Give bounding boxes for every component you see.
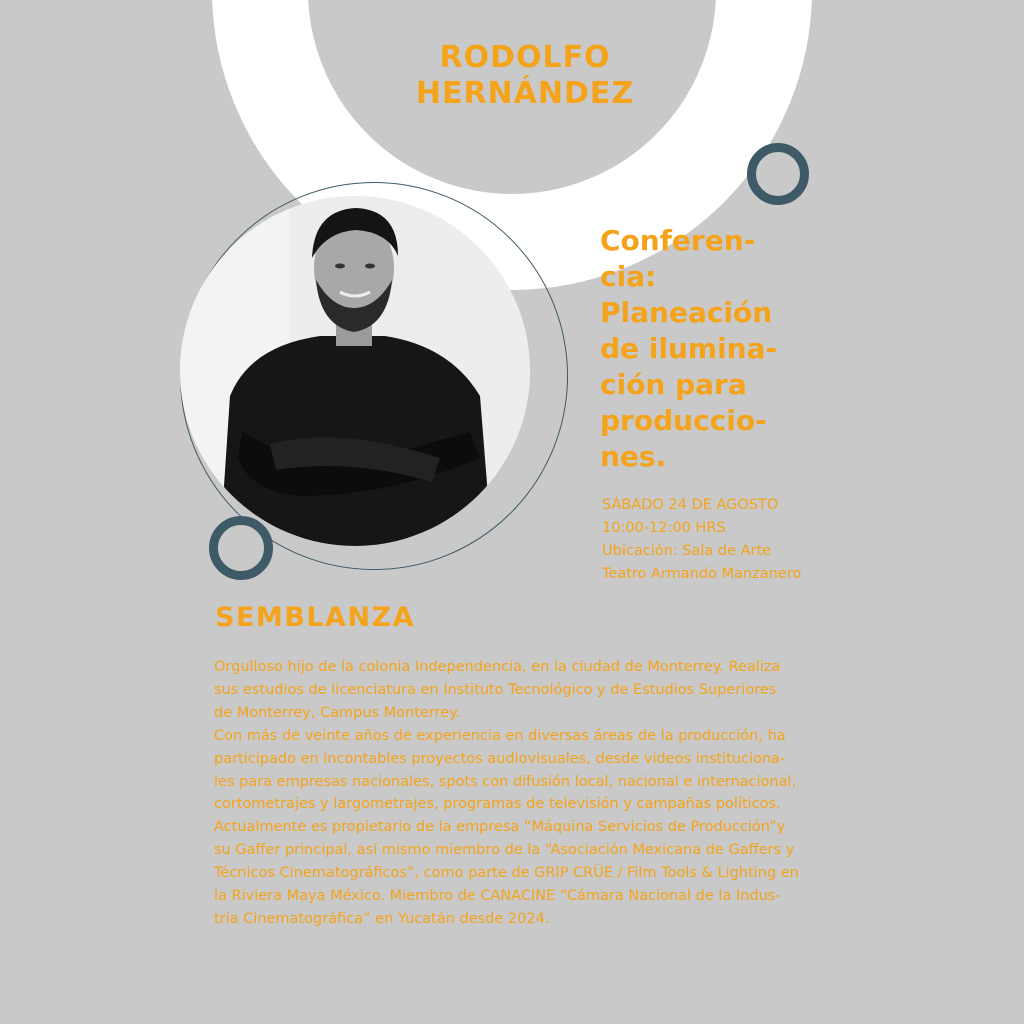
speaker-photo xyxy=(180,196,530,546)
event-date: SÁBADO 24 DE AGOSTO xyxy=(602,497,779,513)
bio-line: les para empresas nacionales, spots con difusión local, nacional e internacional, xyxy=(214,773,797,790)
bio-line: cortometrajes y largometrajes, programas de televisión y campañas políticos. xyxy=(214,796,781,813)
bio-heading: SEMBLANZA xyxy=(215,602,416,633)
bio-line: la Riviera Maya México. Miembro de CANACINE “Cámara Nacional de la Indus- xyxy=(214,888,781,905)
event-location: Ubicación: Sala de Arte xyxy=(602,543,772,559)
event-time: 10:00-12:00 HRS xyxy=(602,520,726,536)
bio-line: Con más de veinte años de experiencia en diversas áreas de la producción, ha xyxy=(214,727,786,744)
bio-line: Técnicos Cinematográficos”, como parte de GRIP CRÜE / Film Tools & Lighting en xyxy=(214,865,799,882)
event-venue: Teatro Armando Manzanero xyxy=(602,566,802,582)
bio-line: Orgulloso hijo de la colonia Independencia, en la ciudad de Monterrey. Realiza xyxy=(214,659,781,675)
event-info xyxy=(602,494,862,586)
decorative-small-ring-bottom xyxy=(209,516,273,580)
speaker-name: RODOLFO HERNÁNDEZ xyxy=(415,40,635,111)
bio-line: Actualmente es propietario de la empresa “Máquina Servicios de Producción”y xyxy=(214,819,786,836)
bio-line: tria Cinematográfica” en Yucatán desde 2024. xyxy=(214,910,550,927)
bio-line: sus estudios de licenciatura en Instituto Tecnológico y de Estudios Superiores xyxy=(214,681,777,698)
talk-title: Conferen- cia: Planeación de ilumina- ción para produccio- nes. xyxy=(600,224,778,473)
bio-text xyxy=(214,656,854,931)
bio-line: su Gaffer principal, así mismo miembro de la “Asociación Mexicana de Gaffers y xyxy=(214,842,795,859)
bio-line: participado en incontables proyectos audiovisuales, desde videos instituciona- xyxy=(214,750,786,767)
decorative-small-ring-top xyxy=(747,143,809,205)
bio-line: de Monterrey, Campus Monterrey. xyxy=(214,704,461,721)
